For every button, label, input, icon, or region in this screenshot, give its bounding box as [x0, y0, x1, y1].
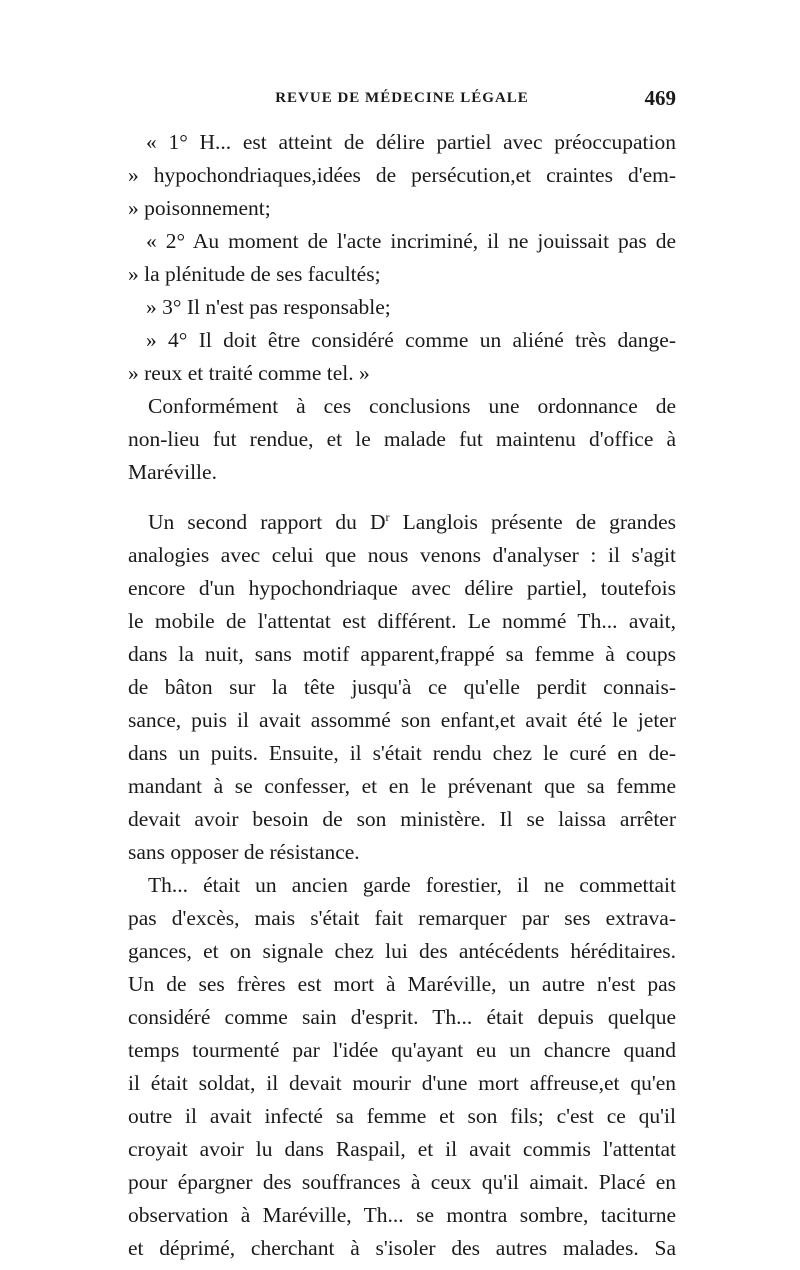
text-line: dans un puits. Ensuite, il s'était rendu chez le curé en de- [128, 741, 676, 765]
text-line: et déprimé, cherchant à s'isoler des autres malades. Sa [128, 1236, 676, 1260]
text-line: » la plénitude de ses facultés; [128, 262, 381, 286]
text-line: sance, puis il avait assommé son enfant,et avait été le jeter [128, 708, 676, 732]
text-line: gances, et on signale chez lui des antécédents héréditaires. [128, 939, 676, 963]
text-line: Conformément à ces conclusions une ordonnance de [148, 394, 676, 418]
text-line: non-lieu fut rendue, et le malade fut maintenu d'office à [128, 427, 676, 451]
text-segment: Un second rapport du D [148, 510, 386, 534]
text-line: » reux et traité comme tel. » [128, 361, 370, 385]
text-line: considéré comme sain d'esprit. Th... était depuis quelque [128, 1005, 676, 1029]
text-line: » 4° Il doit être considéré comme un aliéné très dange- [146, 328, 676, 352]
text-line [128, 505, 676, 539]
text-line: outre il avait infecté sa femme et son fils; c'est ce qu'il [128, 1104, 676, 1128]
text-line: le mobile de l'attentat est différent. Le nommé Th... avait, [128, 609, 676, 633]
text-line: encore d'un hypochondriaque avec délire partiel, toutefois [128, 576, 676, 600]
text-line: mandant à se confesser, et en le prévenant que sa femme [128, 774, 676, 798]
text-line: de bâton sur la tête jusqu'à ce qu'elle perdit connais- [128, 675, 676, 699]
text-line: Maréville. [128, 460, 217, 484]
text-line: analogies avec celui que nous venons d'analyser : il s'agit [128, 543, 676, 567]
text-segment: Langlois présente de grandes [389, 510, 676, 534]
text-line: il était soldat, il devait mourir d'une mort affreuse,et qu'en [128, 1071, 676, 1095]
text-line: Th... était un ancien garde forestier, il ne commettait [148, 873, 676, 897]
text-line: » 3° Il n'est pas responsable; [146, 295, 391, 319]
text-line: « 1° H... est atteint de délire partiel avec préoccupation [146, 130, 676, 154]
text-line: dans la nuit, sans motif apparent,frappé sa femme à coups [128, 642, 676, 666]
text-line: » poisonnement; [128, 196, 271, 220]
text-line: » hypochondriaques,idées de persécution,et craintes d'em- [128, 163, 676, 187]
text-line: « 2° Au moment de l'acte incriminé, il ne jouissait pas de [146, 229, 676, 253]
text-line: croyait avoir lu dans Raspail, et il avait commis l'attentat [128, 1137, 676, 1161]
header-title: REVUE DE MÉDECINE LÉGALE [275, 90, 529, 106]
text-line: pas d'excès, mais s'était fait remarquer par ses extrava- [128, 906, 676, 930]
text-line: temps tourmenté par l'idée qu'ayant eu un chancre quand [128, 1038, 676, 1062]
text-line: pour épargner des souffrances à ceux qu'il aimait. Placé en [128, 1170, 676, 1194]
text-line: sans opposer de résistance. [128, 840, 360, 864]
text-line: Un de ses frères est mort à Maréville, un autre n'est pas [128, 972, 676, 996]
running-header [128, 86, 676, 120]
superscript: r [385, 509, 390, 524]
page-number: 469 [644, 86, 676, 110]
text-line: devait avoir besoin de son ministère. Il se laissa arrêter [128, 807, 676, 831]
text-line: observation à Maréville, Th... se montra sombre, taciturne [128, 1203, 676, 1227]
